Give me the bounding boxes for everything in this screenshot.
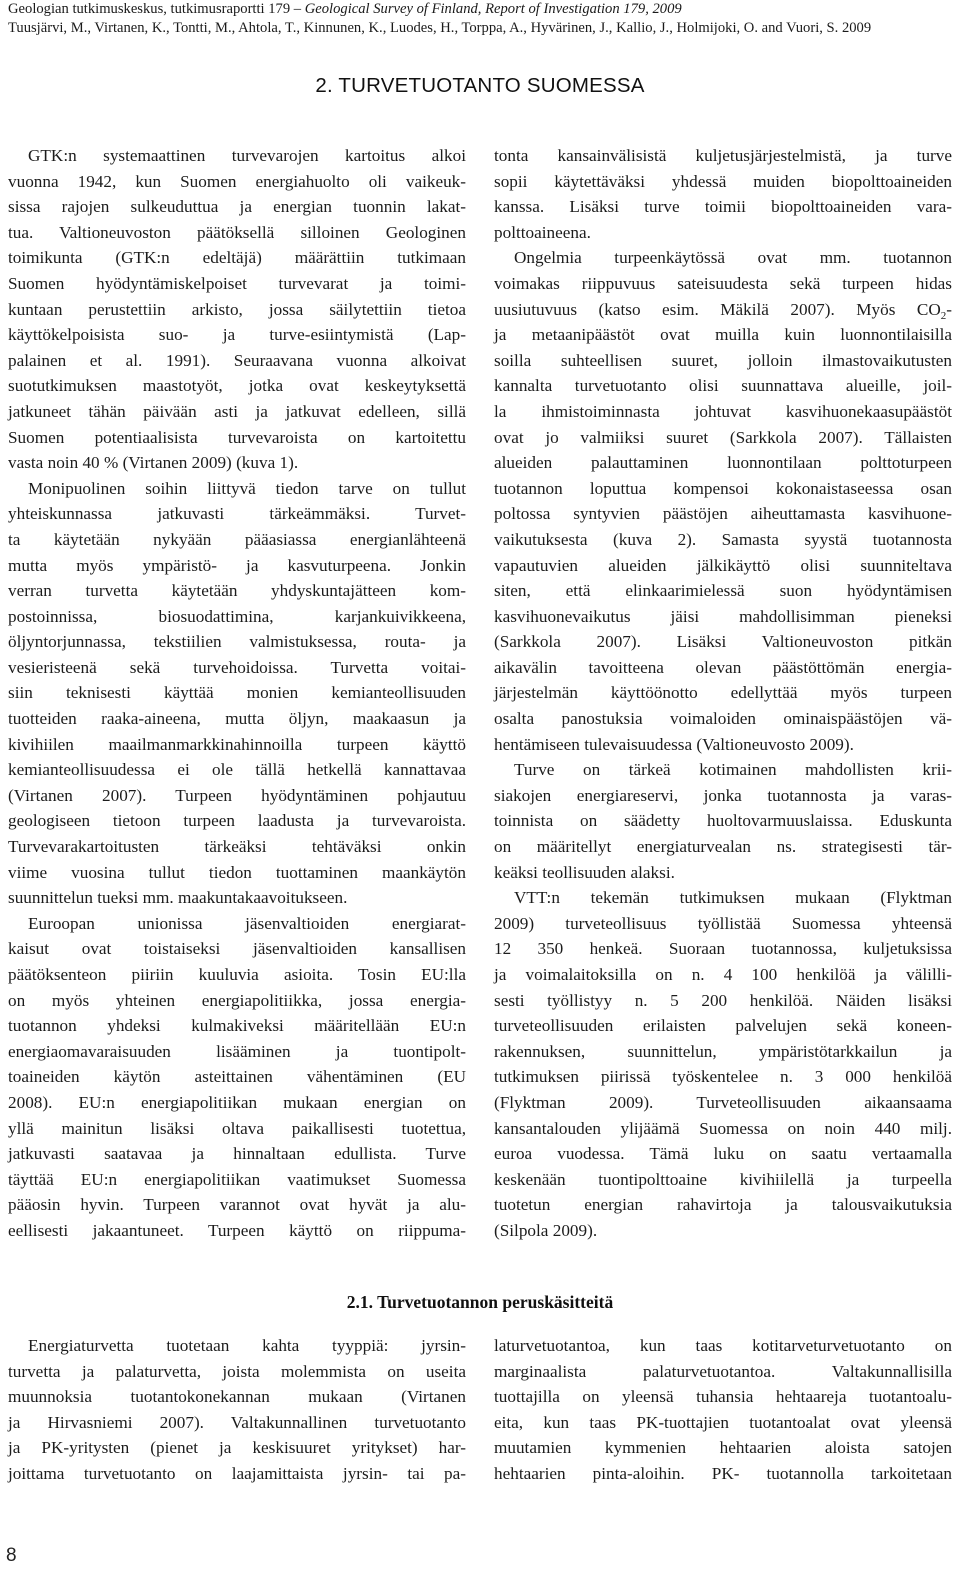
text-line: ja PK-yritysten (pienet ja keskisuuret yritykset) har- [8,1438,466,1458]
text-line: on myös yhteinen energiapolitiikka, jossa energia- [8,990,466,1010]
text-line: vuonna 1942, kun Suomen energiahuolto oli vaikeuk- [8,171,466,191]
text-line: käyttökelpoisista suo- ja turve-esiintymistä (Lap- [8,325,466,345]
text-line: muutamien kymmenien hehtaarien aloista satojen [494,1438,952,1458]
text-line: (Silpola 2009). [494,1220,598,1240]
text-line: täyttää EU:n energiapolitiikan vaatimukset Suomessa [8,1169,466,1189]
text-line: keskenään tuontipolttoaine kivihiilellä ja turpeella [494,1169,952,1189]
text-line: Energiaturvetta tuotetaan kahta tyyppiä: jyrsin- [28,1336,466,1355]
text-line: eellisesti jakaantuneet. Turpeen käyttö on riippuma- [8,1220,466,1240]
text-line: 2009) turveteollisuus työllistää Suomessa yhteensä [494,913,952,933]
text-line: päätöksenteon piiriin kuuluvia asioita. Tosin EU:lla [8,965,466,984]
text-line: aikavälin tavoitteena olevan päästöttömän energia- [494,657,952,677]
text-line: on määritellyt energiaturvealan ns. strategisesti tär- [494,837,952,857]
body-column-left [8,143,466,1244]
header-report-prefix: Geologian tutkimuskeskus, tutkimusraportti 179 – [8,1,305,17]
text-line: eita, kun taas PK-tuottajien tuotantoalat ovat yleensä [494,1412,952,1432]
text-line: kanssa. Lisäksi turve toimii biopolttoaineiden vara- [494,197,952,217]
text-line: suunnittelun tueksi mm. maakuntakaavoitukseen. [8,888,348,908]
text-line: energiaomavaraisuuden lisääminen ja tuontipolt- [8,1041,466,1061]
text-line: Monipuolinen soihin liittyvä tiedon tarve on tullut [28,478,466,498]
text-line: kasvihuonevaikutus jäisi mahdollisimman pieneksi [494,606,952,626]
text-line: ja voimalaitoksilla on n. 4 100 henkilöä ja välilli- [494,965,952,984]
text-line: la ihmistoiminnasta johtuvat kasvihuonekaasupäästöt [494,401,952,421]
text-line: postoinnissa, biosuodattimina, karjankuivikkeena, [8,606,466,626]
text-line: viime vuosina tullut tiedon tuottaminen maankäytön [8,862,466,882]
text-line: soilla suhteellisen suuret, jolloin ilmastovaikutusten [494,350,952,370]
text-line: jatkuneet tähän päivään asti ja jatkuvat edelleen, sillä [8,401,466,421]
text-line: ovat jo valmiiksi suuret (Sarkkola 2007). Tällaisten [494,427,952,447]
text-line: Suomen potentiaalisista turvevaroista on kartoitettu [8,427,466,447]
text-line: geologiseen tietoon turpeen laadusta ja turvevaroista. [8,811,466,831]
header-report-line [8,0,958,19]
text-line: kemianteollisuudessa ei ole tällä hetkellä kannattavaa [8,760,466,780]
text-line: ja Hirvasniemi 2007). Valtakunnallinen turvetuotanto [8,1412,466,1432]
section-title: 2. TURVETUOTANTO SUOMESSA [315,74,645,97]
text-line: järjestelmän käyttöönotto edellyttää myös turpeen [494,683,952,703]
text-line: tuotannon yhdeksi kulmakiveksi määritellään EU:n [8,1016,466,1036]
text-line: sissa rajojen sulkeuduttua ja energian tuonnin lakat- [8,197,466,217]
header-report-english: Geological Survey of Finland, Report of Investigation 179, 2009 [304,1,682,17]
text-line: vesieristeenä sekä turvehoidoissa. Turvetta voitai- [8,657,466,677]
text-line: euroa vuodessa. Tämä luku on saatu vertaamalla [494,1144,952,1164]
text-line: hehtaarien pinta-aloihin. PK- tuotannolla tarkoitetaan [494,1463,952,1483]
text-line: sopii käytettäväksi yhdessä muiden biopolttoaineiden [494,171,952,191]
text-line: toaineiden käytön asteittainen vähentäminen (EU [8,1067,466,1087]
text-line: toimikunta (GTK:n edeltäjä) määrättiin tutkimaan [8,248,466,268]
text-line: hentämiseen tulevaisuudessa (Valtioneuvosto 2009). [494,734,854,754]
text-line: tuottajilla on yleensä tuhansia hehtaareja tuotantoalu- [494,1387,952,1407]
text-line: VTT:n tekemän tutkimuksen mukaan (Flyktman [514,888,952,908]
text-line: kaisut ovat toistaiseksi jäsenvaltioiden kansallisen [8,939,466,959]
text-line: rakennuksen, suunnittelun, ympäristötarkkailun ja [494,1041,952,1061]
text-line: osalta panostuksia voimaloiden ominaispäästöjen vä- [494,709,952,729]
text-line: suotutkimuksen maastotyöt, jotka ovat keskeytyksettä [8,376,466,396]
text-line: ta käytetään nykyään pääasiassa energianlähteenä [8,529,466,549]
text-line: laturvetuotantoa, kun taas kotitarveturvetuotanto on [494,1336,952,1355]
text-line: joittama turvetuotanto on laajamittaista jyrsin- tai pa- [8,1463,466,1483]
text-line: mutta myös ympäristö- ja kasvuturpeena. Jonkin [8,555,466,575]
text-line: toinnista on säädetty huoltovarmuuslaissa. Eduskunta [494,811,952,831]
text-line: turveteollisuuden erilaisten palvelujen sekä koneen- [494,1016,952,1036]
text-line: muunnoksia tuotantokonekannan mukaan (Virtanen [8,1387,466,1407]
text-line: vapautuvien alueiden jälkikäyttö olisi suunniteltava [494,555,952,575]
text-line: polttoaineena. [494,222,591,242]
text-line: öljyntorjunnassa, tekstiilien valmistuksessa, routa- ja [8,632,466,652]
text-line: siten, että elinkaarimielessä suon hyödyntämisen [494,581,952,601]
text-line: Euroopan unionissa jäsenvaltioiden energiarat- [28,913,466,933]
text-line: voimakas riippuvuus sateisuudesta sekä turpeen hidas [494,273,952,293]
subscript: 2 [940,309,947,322]
text-line: yllä mainitun lisäksi oltava paikallisesti tuotettua, [8,1118,466,1138]
text-line: 12 350 henkeä. Suoraan tuotannossa, kuljetuksissa [494,939,952,959]
text-line: tuotannon loputtua kompensoi kokonaistaseessa osan [494,478,952,498]
text-line: tuotteiden raaka-aineena, mutta öljyn, maakaasun ja [8,709,466,729]
text-line: kivihiilen maailmanmarkkinahinnoilla turpeen käyttö [8,734,466,754]
text-line: uusiutuvuus (katso esim. Mäkilä 2007). Myös $CO_2-$ [494,299,952,322]
text-line: Turve on tärkeä kotimainen mahdollisten krii- [514,760,952,780]
text-line: tonta kansainvälisistä kuljetusjärjestelmistä, ja turve [494,146,952,165]
text-line: tua. Valtioneuvoston päätöksellä silloinen Geologinen [8,222,466,242]
text-line: (Virtanen 2007). Turpeen hyödyntäminen pohjautuu [8,785,466,805]
text-line: tutkimuksen piirissä työskentelee n. 3 000 henkilöä [494,1067,952,1087]
subsection-column-left [8,1333,466,1487]
text-line: (Sarkkola 2007). Lisäksi Valtioneuvoston pitkän [494,632,952,652]
header-authors-line: Tuusjärvi, M., Virtanen, K., Tontti, M., Ahtola, T., Kinnunen, K., Luodes, H., Torppa, A., Hyvärinen, J., Kallio, J., Holmijoki, O. and Vuori, S. 2009 [8,20,872,36]
text-line: tuotetun energian rahavirtoja ja talousvaikutuksia [494,1195,952,1215]
text-line: turvetta ja palaturvetta, joista molemmista on useita [8,1361,466,1381]
body-column-right [494,143,952,1244]
text-line: sesti työllistyy n. 5 200 henkilöä. Näiden lisäksi [494,990,952,1010]
text-line: GTK:n systemaattinen turvevarojen kartoitus alkoi [28,146,466,165]
text-line: marginaalista palaturvetuotantoa. Valtakunnallisilla [494,1361,952,1381]
text-line: yhteiskunnassa jatkuvasti tärkeämmäksi. Turvet- [8,504,466,524]
text-line: verran turvetta käytetään yhdyskuntajätteen kom- [8,581,466,601]
text-line: Turvevarakartoitusten tärkeäksi tehtäväksi onkin [8,837,466,857]
subsection-column-right [494,1333,952,1487]
text-line: vaikutuksesta (kuva 2). Samasta syystä tuotannosta [494,529,952,549]
text-line: keäksi teollisuuden alaksi. [494,862,675,882]
text-line: ja metaanipäästöt ovat muilla kuin luonnontilaisilla [494,325,952,345]
text-line: vasta noin 40 % (Virtanen 2009) (kuva 1). [8,453,299,473]
text-line: jatkuvasti saatavaa ja hinnaltaan edullista. Turve [8,1144,466,1164]
text-line: kannalta turvetuotanto olisi suunnattava alueille, joil- [494,376,952,396]
text-line: 2008). EU:n energiapolitiikan mukaan energian on [8,1092,466,1112]
text-line: kuntaan perustettiin arkisto, jossa säilytettiin tietoa [8,299,466,319]
text-line: kansantalouden ylijäämä Suomessa on noin 440 milj. [494,1118,952,1138]
page-number: 8 [6,1545,17,1566]
text-line: siin teknisesti käyttää monien kemianteollisuuden [8,683,466,703]
text-line: siakojen energiareservi, jonka tuotannosta ja varas- [494,785,952,805]
text-line: palainen et al. 1991). Seuraavana vuonna alkoivat [8,350,466,370]
text-line: Ongelmia turpeenkäytössä ovat mm. tuotannon [514,248,952,268]
text-line: (Flyktman 2009). Turveteollisuuden aikaansaama [494,1092,952,1112]
text-line: Suomen hyödyntämiskelpoiset turvevarat ja toimi- [8,273,466,293]
text-line: alueiden palauttaminen luonnontilaan polttoturpeen [494,453,952,473]
subsection-title: 2.1. Turvetuotannon peruskäsitteitä [346,1292,614,1312]
running-header [8,0,958,38]
text-line: pääosin hyvin. Turpeen varannot ovat hyvät ja alu- [8,1195,466,1215]
text-line: poltossa syntyvien päästöjen aiheuttamasta kasvihuone- [494,504,952,524]
